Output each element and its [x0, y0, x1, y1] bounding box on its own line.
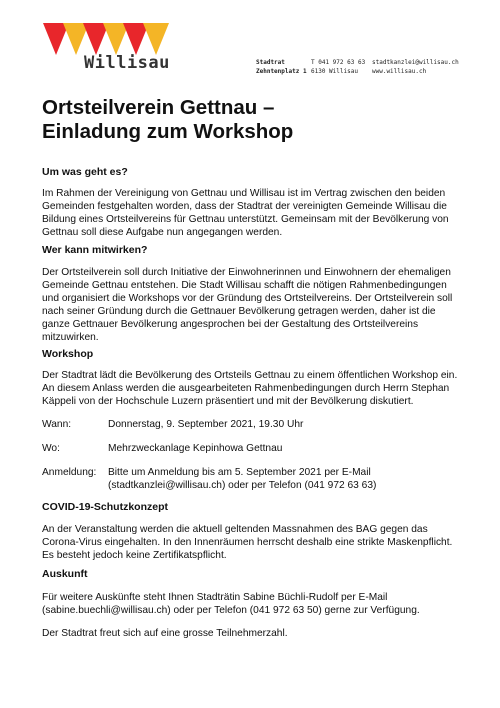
paragraph: Der Stadtrat freut sich auf eine grosse Teilnehmerzahl.: [42, 628, 288, 639]
section-text: [42, 369, 458, 408]
section-text: [42, 523, 458, 562]
paragraph: Der Ortsteilverein soll durch Initiative der Einwohnerinnen und Einwohnern der ehemaligen Gemeinde Gettnau entstehen. Die Stadt Willisau schafft die nötigen Rahmenbedingungen und organisiert die Workshops vor der Gründung des Ortsteilvereins. Der Ortsteilverein soll nach seiner Gründung durch die Gettnauer Bevölkerung getragen werden, daher ist die ganze Gettnauer Bevölkerung angesprochen bei der Gestaltung des Ortsteilvereins mitzuwirken.: [42, 267, 453, 343]
contact-line: Stadtrat: [256, 59, 285, 66]
detail-value: Donnerstag, 9. September 2021, 19.30 Uhr: [108, 419, 304, 430]
closing-text: [42, 627, 458, 640]
section-wer-kann-mitwirken: [42, 244, 458, 257]
contact-column-1: [256, 59, 307, 76]
contact-email-link[interactable]: stadtkanzlei@willisau.ch: [372, 59, 459, 66]
section-heading: Wer kann mitwirken?: [42, 244, 148, 256]
detail-label: Anmeldung:: [42, 467, 97, 478]
paragraph: Für weitere Auskünfte steht Ihnen Stadträtin Sabine Büchli-Rudolf per E-Mail (sabine.buechli@willisau.ch) oder per Telefon (041 972 63 50) gerne zur Verfügung.: [42, 592, 420, 616]
logo-wordmark: Willisau: [84, 53, 170, 73]
contact-line: Zehntenplatz 1: [256, 67, 307, 75]
paragraph: Im Rahmen der Vereinigung von Gettnau und Willisau ist im Vertrag zwischen den beiden Gemeinden festgehalten worden, dass der Stadtrat der vereinigten Gemeinde Willisau die Bildung eines Ortsteilvereins für Gettnau unterstützt. Gemeinsam mit der Bevölkerung von Gettnau soll diese Aufgabe nun angegangen werden.: [42, 188, 449, 238]
paragraph: Der Stadtrat lädt die Bevölkerung des Ortsteils Gettnau zu einem öffentlichen Workshop ein. An diesem Anlass werden die ausgearbeiteten Rahmenbedingungen durch Herrn Stephan Käppeli von der Hochschule Luzern präsentiert und mit der Bevölkerung diskutiert.: [42, 370, 458, 407]
section-text: [42, 266, 458, 344]
logo-triangle-6: [143, 23, 169, 55]
title-line-1: Ortsteilverein Gettnau –: [42, 96, 275, 119]
detail-row-where: [42, 442, 458, 455]
contact-column-3: [372, 59, 459, 76]
section-workshop: [42, 348, 458, 361]
detail-row-registration: [42, 466, 458, 492]
detail-value: Mehrzweckanlage Kepinhowa Gettnau: [108, 443, 283, 454]
title-line-2: Einladung zum Workshop: [42, 120, 294, 143]
document-body: [42, 96, 458, 639]
detail-value: Bitte um Anmeldung bis am 5. September 2021 per E-Mail (stadtkanzlei@willisau.ch) oder per Telefon (041 972 63 63): [108, 467, 377, 491]
contact-line: T 041 972 63 63: [311, 59, 366, 66]
section-heading: Workshop: [42, 348, 94, 360]
section-heading: Auskunft: [42, 568, 88, 580]
section-covid: [42, 501, 458, 514]
section-heading: COVID-19-Schutzkonzept: [42, 501, 169, 513]
section-um-was-geht-es: [42, 166, 458, 179]
page-title: [42, 96, 458, 144]
section-text: [42, 187, 458, 239]
section-text: [42, 591, 458, 617]
contact-column-2: [311, 59, 365, 76]
section-auskunft: [42, 568, 458, 581]
section-heading: Um was geht es?: [42, 166, 128, 178]
detail-label: Wann:: [42, 419, 72, 430]
contact-line: 6130 Willisau: [311, 67, 358, 75]
detail-row-when: [42, 418, 458, 431]
detail-label: Wo:: [42, 443, 60, 454]
contact-website-link[interactable]: www.willisau.ch: [372, 67, 427, 75]
paragraph: An der Veranstaltung werden die aktuell geltenden Massnahmen des BAG gegen das Corona-Virus eingehalten. In den Innenräumen herrscht deshalb eine strikte Maskenpflicht. Es besteht jedoch keine Zertifikatspflicht.: [42, 524, 453, 561]
